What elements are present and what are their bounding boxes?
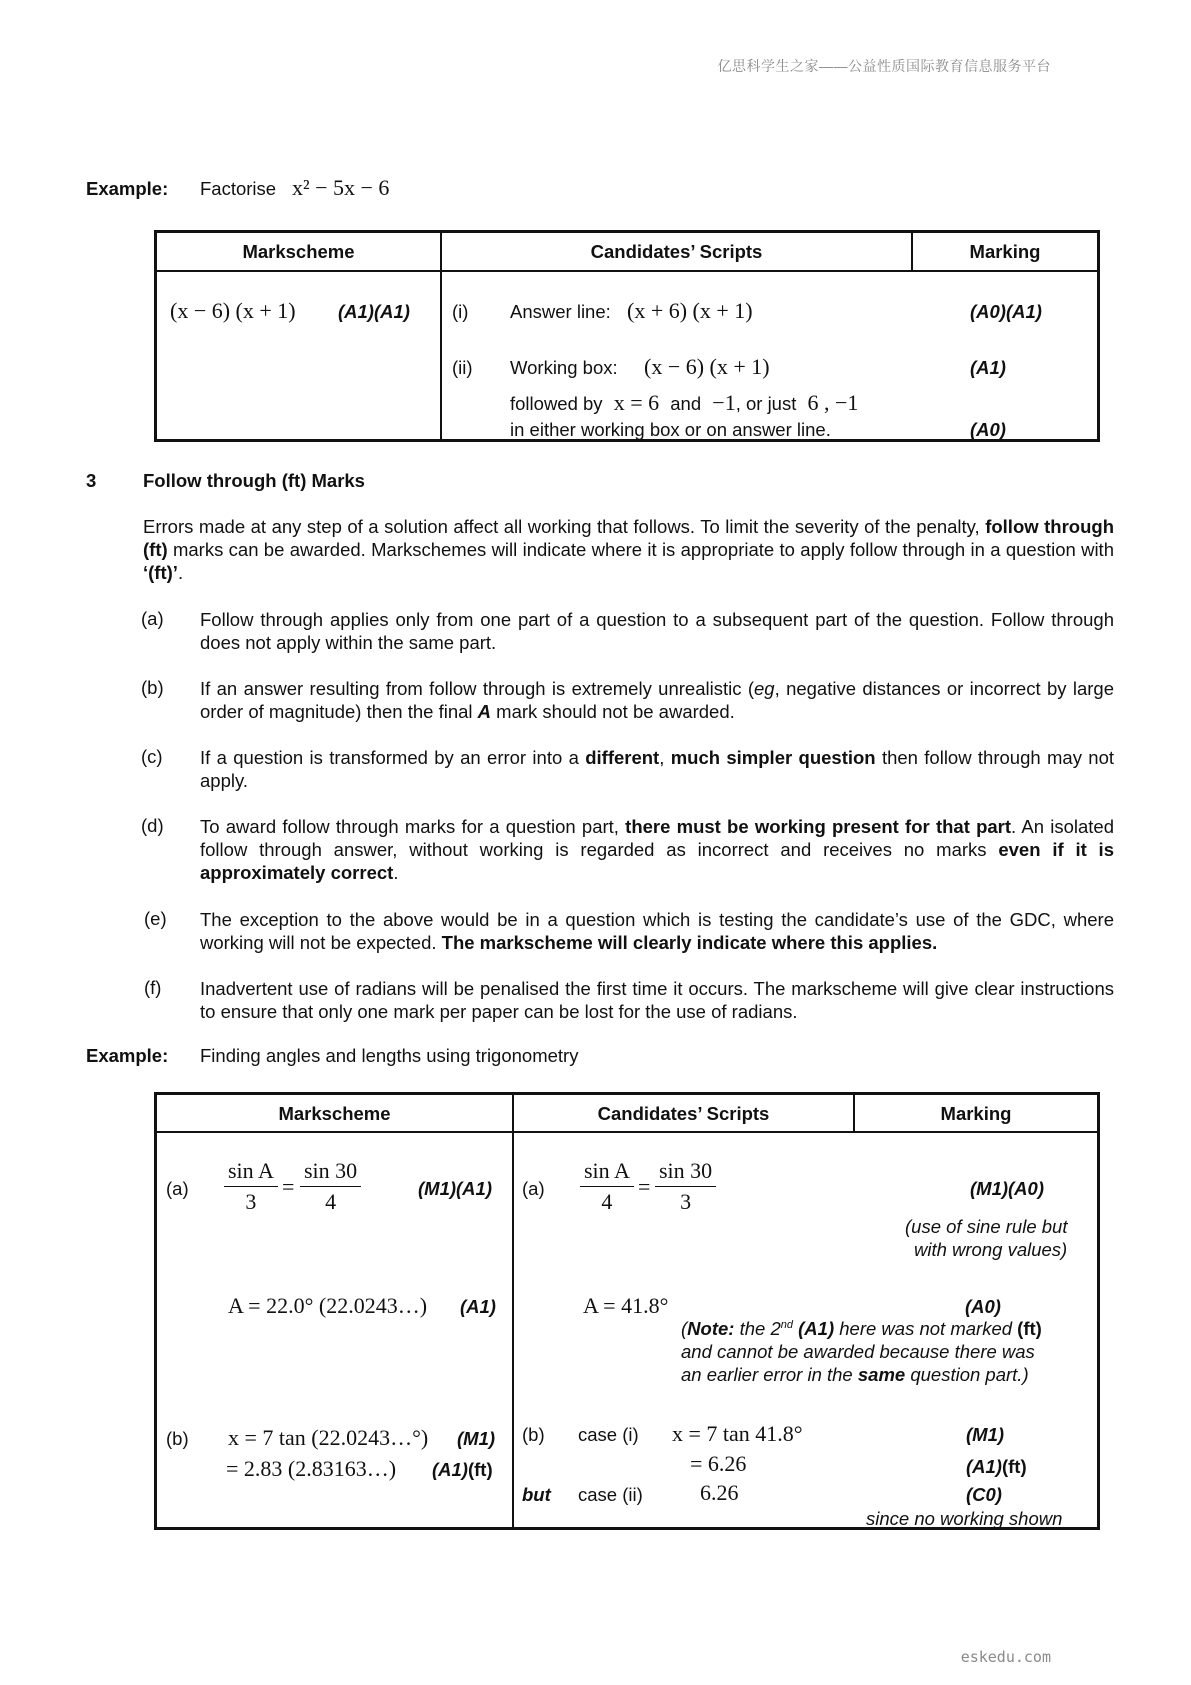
script-text: Answer line: (510, 301, 611, 322)
list-item-text: If a question is transformed by an error into a different, much simpler question then follow through may not apply. (200, 747, 1114, 791)
fraction: $\frac{\sin 30}{4}$ (300, 1158, 361, 1215)
list-item-text: Follow through applies only from one part of a question to a subsequent part of the question. Follow through does not apply within the same part. (200, 609, 1114, 653)
equals-sign: = (282, 1174, 295, 1199)
script-number: (ii) (452, 357, 473, 378)
case-label: case (ii) (578, 1484, 643, 1505)
markscheme-marks: (A1)(ft) (432, 1459, 493, 1480)
section-number: 3 (86, 470, 97, 491)
but-label: but (522, 1484, 551, 1505)
script-expression: = 6.26 (690, 1451, 747, 1476)
page-footer: eskedu.com (960, 1648, 1051, 1666)
list-item-text: The exception to the above would be in a question which is testing the candidate’s use of the GDC, where working will not be expected. The markscheme will clearly indicate where this applies. (200, 909, 1114, 953)
fraction: $\frac{\text{sin A}}{3}$ (224, 1158, 278, 1215)
part-label: (a) (522, 1178, 545, 1199)
example-label: Example: (86, 178, 169, 199)
part-label: (a) (166, 1178, 189, 1199)
example-label: Example: (86, 1045, 169, 1066)
script-marks: (A0) (965, 1296, 1001, 1317)
script-marks: (A1)(ft) (966, 1456, 1027, 1477)
part-label: (b) (522, 1424, 545, 1445)
list-item-label: (d) (141, 815, 164, 836)
table-divider (512, 1092, 514, 1530)
script-note: (Note: the 2nd (A1) here was not marked (ft) (681, 1318, 1042, 1339)
markscheme-marks: (M1)(A1) (418, 1178, 492, 1199)
followed-by-text: followed by x = 6 and −1, or just 6 , −1 (510, 390, 859, 415)
script-expression: (x − 6) (x + 1) (644, 354, 770, 379)
markscheme-marks: (A1) (460, 1296, 496, 1317)
markscheme-expression: (x − 6) (x + 1) (170, 298, 296, 323)
list-item-label: (b) (141, 677, 164, 698)
list-item-text: If an answer resulting from follow through is extremely unrealistic (eg, negative distances or incorrect by large order of magnitude) then the final A mark should not be awarded. (200, 678, 1114, 722)
script-expression: (x + 6) (x + 1) (627, 298, 753, 323)
markscheme-expression: A = 22.0° (22.0243…) (228, 1293, 428, 1318)
script-expression: x = 7 tan 41.8° (672, 1421, 803, 1446)
script-marks: (C0) (966, 1484, 1002, 1505)
case-label: case (i) (578, 1424, 639, 1445)
script-note: with wrong values) (914, 1239, 1068, 1260)
table-divider (154, 1131, 1100, 1133)
fraction: $\frac{\text{sin A}}{4}$ (580, 1158, 634, 1215)
script-note: and cannot be awarded because there was (681, 1341, 1035, 1362)
table-divider (154, 270, 1100, 272)
script-number: (i) (452, 301, 469, 322)
script-marks: (A1) (970, 357, 1006, 378)
page-header: 亿思科学生之家——公益性质国际教育信息服务平台 (717, 58, 1051, 74)
script-expression: 6.26 (700, 1480, 739, 1505)
list-item-label: (f) (144, 977, 162, 998)
equals-sign: = (638, 1174, 651, 1199)
section-intro: Errors made at any step of a solution affect all working that follows. To limit the severity of the penalty, follow through (ft) marks can be awarded. Markschemes will indicate where it is appropriate to apply follow through in a question with ‘(ft)’. (143, 516, 1114, 583)
markscheme-marks: (M1) (457, 1428, 496, 1449)
section-title: Follow through (ft) Marks (143, 470, 365, 491)
script-marks: (M1)(A0) (970, 1178, 1044, 1199)
column-header-scripts: Candidates’ Scripts (590, 241, 763, 262)
column-header-marking: Marking (969, 241, 1041, 262)
column-header-markscheme: Markscheme (242, 241, 355, 262)
markscheme-marks: (A1)(A1) (338, 301, 410, 322)
column-header-marking: Marking (940, 1103, 1012, 1124)
either-line-text: in either working box or on answer line. (510, 419, 831, 440)
part-label: (b) (166, 1428, 189, 1449)
script-marks: (M1) (966, 1424, 1005, 1445)
markscheme-expression: = 2.83 (2.83163…) (226, 1456, 397, 1481)
list-item-text: To award follow through marks for a question part, there must be working present for that part. An isolated follow through answer, without working is regarded as incorrect and receives no marks even if it is approximately correct. (200, 816, 1114, 883)
list-item-label: (a) (141, 608, 164, 629)
script-expression: A = 41.8° (583, 1293, 669, 1318)
either-line-marks: (A0) (970, 419, 1006, 440)
markscheme-expression: x = 7 tan (22.0243…°) (228, 1425, 429, 1450)
script-text: Working box: (510, 357, 618, 378)
example-task: Finding angles and lengths using trigonometry (200, 1045, 579, 1066)
example-task: Factorise (200, 178, 277, 199)
script-note: since no working shown (866, 1508, 1063, 1529)
list-item-label: (c) (141, 746, 163, 767)
script-note: an earlier error in the same question part.) (681, 1364, 1029, 1385)
column-header-scripts: Candidates’ Scripts (597, 1103, 770, 1124)
example-expression: x² − 5x − 6 (292, 175, 390, 200)
script-note: (use of sine rule but (905, 1216, 1068, 1237)
list-item-label: (e) (144, 908, 167, 929)
fraction: $\frac{\sin 30}{3}$ (655, 1158, 716, 1215)
column-header-markscheme: Markscheme (278, 1103, 391, 1124)
list-item-text: Inadvertent use of radians will be penalised the first time it occurs. The markscheme will give clear instructions to ensure that only one mark per paper can be lost for the use of radians. (200, 978, 1114, 1022)
script-marks: (A0)(A1) (970, 301, 1042, 322)
